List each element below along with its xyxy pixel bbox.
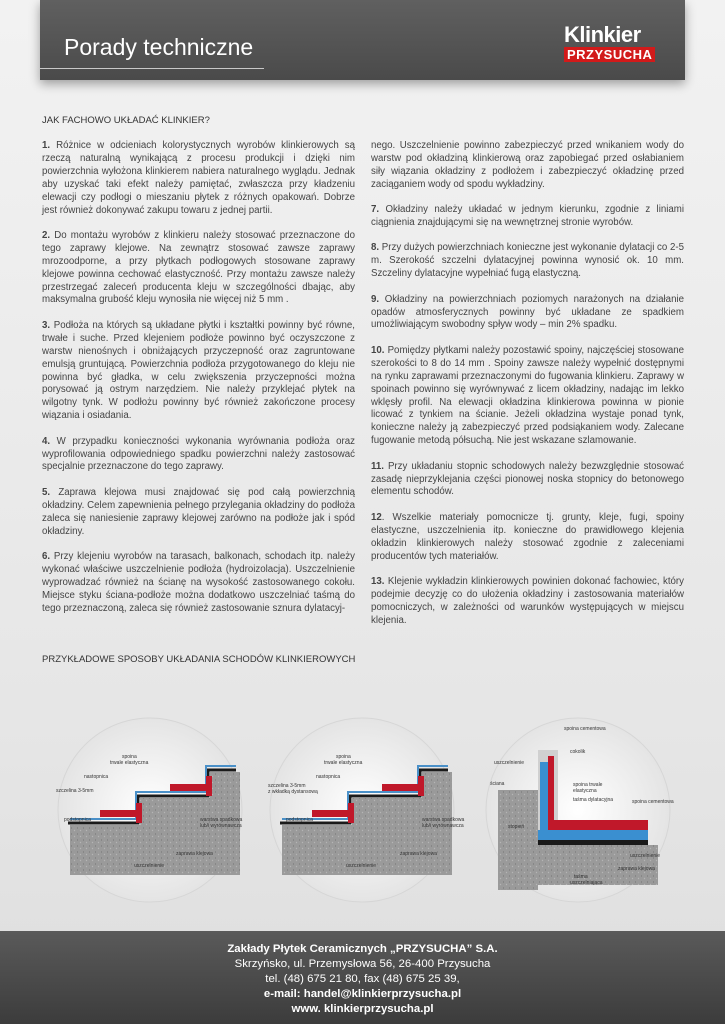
- d3-label-4: spoina trwale: [573, 782, 603, 788]
- d1-label-4: podstopnica: [64, 817, 91, 823]
- paragraph: [42, 436, 355, 475]
- d3-label-11: taśma: [574, 874, 588, 880]
- title-underline: [40, 68, 264, 69]
- d3-label-9: uszczelnienie: [630, 853, 661, 859]
- d2-label-4: z wkładką dystansową: [268, 789, 318, 795]
- d1-label-3: szczelina 3-5mm: [56, 788, 94, 794]
- paragraph: [371, 576, 684, 628]
- logo-text-bottom: PRZYSUCHA: [564, 47, 655, 62]
- paragraph-text: Okładziny należy układać w jednym kierunku, zgodnie z liniami ciągnienia znajdującymi się na wewnętrznej stronie wyrobów.: [371, 204, 684, 229]
- paragraph-number: 12: [371, 511, 382, 523]
- paragraph-number: 7.: [371, 204, 380, 216]
- footer-website[interactable]: www. klinkierprzysucha.pl: [291, 1003, 434, 1015]
- d3-label-0: spoina cementowa: [564, 726, 606, 732]
- d3-label-10: zaprawa klejowa: [618, 866, 655, 872]
- d2-label-9: uszczelnienie: [346, 863, 377, 869]
- paragraph-number: 11.: [371, 460, 384, 472]
- paragraph: [42, 320, 355, 423]
- page-footer: [0, 931, 725, 1024]
- diagram-stairs-1: [56, 718, 242, 902]
- paragraph-number: 6.: [42, 550, 51, 562]
- paragraph-number: 4.: [42, 435, 51, 447]
- paragraph-number: 9.: [371, 293, 380, 305]
- paragraph-number: 10.: [371, 344, 385, 356]
- diagram-stairs-2: [268, 718, 464, 902]
- d3-label-7: spoina cementowa: [632, 799, 674, 805]
- stair-diagrams: [40, 700, 685, 905]
- d3-label-1: cokolik: [570, 749, 586, 755]
- d1-label-2: nastopnica: [84, 774, 109, 780]
- paragraph: [42, 230, 355, 307]
- paragraph-text: Przy dużych powierzchniach konieczne jest wykonanie dylatacji co 2-5 m. Szerokość szczelni dylatacyjnej powinna wynosić ok. 10 mm. Szczeliny dylatacyjne wypełniać fugą elastyczną.: [371, 242, 684, 280]
- footer-company: Zakłady Płytek Ceramicznych „PRZYSUCHA” S.A.: [227, 943, 498, 955]
- paragraph-text: Zaprawa klejowa musi znajdować się pod całą powierzchnią okładziny. Celem zapewnienia pełnego przylegania okładziny do podłoża zaleca się naniesienie zaprawy klejowej zarówno na podłoże jak i spód okładziny.: [42, 486, 355, 537]
- d3-label-3: ściana: [490, 781, 505, 787]
- d2-label-1: trwale elastyczna: [324, 760, 363, 766]
- paragraph-text: W przypadku konieczności wykonania wyrównania podłoża oraz wyprofilowania odpowiedniego spadku powierzchni należy zastosować specjalnie przeznaczone do tego zaprawy.: [42, 435, 355, 473]
- paragraph-text: Pomiędzy płytkami należy pozostawić spoiny, najczęściej stosowane szerokości to 8 do 14 mm . Spoiny zawsze należy wypełnić dostępnymi na rynku zaprawami przeznaczonymi do fugowania klinkieru. Zaprawy w spoinach powinno się wyrównywać z licem okładziny, nadając im lekko wklęsły profil. Na elewacji okładzina klinkierowa powinna w pionie licować z tynkiem na ścianie. Jeżeli okładzina wystaje ponad tynk, konieczne należy ją zabezpieczyć przed podsiąkaniem wody. Zalecane fugowanie metodą półsuchą. Nie jest wskazane szlamowanie.: [371, 344, 684, 447]
- footer-email[interactable]: e-mail: handel@klinkierprzysucha.pl: [263, 988, 462, 1000]
- text-column-left: [42, 140, 355, 628]
- d3-label-12: uszczelniająca: [570, 880, 603, 886]
- d3-label-2: uszczelnienie: [494, 760, 525, 766]
- page-title: Porady techniczne: [64, 34, 254, 60]
- paragraph-text: nego. Uszczelnienie powinno zabezpieczyć przed wnikaniem wody do warstw pod okładziną klinkierową oraz zapobiegać przed osłabianiem siły wiązania okładziny z podłożem i zabezpieczyć okładzinę przed zaciąganiem wody od spodu wykładziny.: [371, 140, 684, 190]
- logo-text-top: Klinkier: [564, 22, 641, 47]
- d1-label-8: uszczelnienie: [134, 863, 165, 869]
- page-header: [40, 0, 685, 80]
- paragraph-text: Różnice w odcieniach kolorystycznych wyrobów klinkierowych są rzeczą naturalną wynikającą z procesu produkcji i dzięki nim powierzchnia wyłożona klinkierem nabiera naturalnego wyglądu. Jednak aby uzyskać taki efekt należy pamiętać, zwłaszcza przy kładzeniu elewacji czy podłogi o mieszaniu płytek z różnych opakowań. Dobrze jest również dokonywać zakupu towaru z jednej partii.: [42, 140, 355, 216]
- brand-logo: [564, 24, 664, 66]
- paragraph-text: Do montażu wyrobów z klinkieru należy stosować przeznaczone do tego zaprawy klejowe. Na zewnątrz stosować zawsze zaprawy mrozoodporne, a przy płytkach podłogowych stosowane zaprawy klejowe powinna cechować elastyczność. Przy montażu zawsze należy przestrzegać zaleceń producenta kleju w szczególności dbając, aby maksymalna grubość kleju wynosiła nie więcej niż 5 mm .: [42, 229, 355, 306]
- d3-label-5: elastyczna: [573, 788, 597, 794]
- d2-label-0: spoina: [336, 754, 351, 760]
- paragraph-text: Przy układaniu stopnic schodowych należy bezwzględnie stosować zasadę nieprzyklejania części pionowej noska stopnicy do betonowego elementu schodów.: [371, 460, 684, 498]
- paragraph-text: Klejenie wykładzin klinkierowych powinien dokonać fachowiec, który podejmie decyzję co do ułożenia okładziny i zastosowania materiałów pomocniczych, w zależności od warunków występujących w miejscu klejenia.: [371, 575, 684, 626]
- paragraph: [371, 140, 684, 192]
- d2-label-6: warstwa spadkowa: [422, 817, 465, 823]
- text-column-right: [371, 140, 684, 640]
- paragraph: [371, 461, 684, 500]
- paragraph: [371, 294, 684, 333]
- section-title-how-to: JAK FACHOWO UKŁADAĆ KLINKIER?: [42, 115, 210, 126]
- paragraph-number: 8.: [371, 242, 380, 254]
- footer-phone: tel. (48) 675 21 80, fax (48) 675 25 39,: [265, 973, 460, 985]
- paragraph: [42, 487, 355, 539]
- paragraph: [371, 345, 684, 448]
- paragraph: [42, 551, 355, 616]
- d3-label-6: taśma dylatacyjna: [573, 797, 614, 803]
- paragraph: [371, 204, 684, 230]
- paragraph-number: 13.: [371, 575, 385, 587]
- d2-label-8: zaprawa klejowa: [400, 851, 437, 857]
- d1-label-1: trwale elastyczna: [110, 760, 149, 766]
- paragraph-number: 2.: [42, 229, 51, 241]
- d1-label-7: zaprawa klejowa: [176, 851, 213, 857]
- d2-label-7: lub/i wyrównawcza: [422, 823, 464, 829]
- diagram-stairs-3: [486, 718, 674, 902]
- paragraph-text: Przy klejeniu wyrobów na tarasach, balkonach, schodach itp. należy wykonać właściwe uszczelnienie podłoża (hydroizolacja). Uszczelnienie wyprowadzać również na ścianę na wysokość zastosowanego cokołu. Miejsce styku ściana-podłoże można dodatkowo uszczelniać taśmą do tego przeznaczoną, zaleca się również zastosowanie sznura dylatacyj-: [42, 550, 355, 614]
- d1-label-6: lub/i wyrównawcza: [200, 823, 242, 829]
- d3-label-8: stopień: [508, 824, 525, 830]
- footer-address: Skrzyńsko, ul. Przemysłowa 56, 26-400 Przysucha: [234, 958, 491, 970]
- paragraph-number: 3.: [42, 319, 51, 331]
- d1-label-0: spoina: [122, 754, 137, 760]
- d2-label-5: podstopnica: [286, 817, 313, 823]
- paragraph-number: 5.: [42, 486, 51, 498]
- paragraph: [42, 140, 355, 217]
- paragraph-text: . Wszelkie materiały pomocnicze tj. grunty, kleje, fugi, spoiny elastyczne, uszczelnienia itp. konieczne do prawidłowego klejenia okładzin klinkierowych należy stosować zgodnie z zaleceniami producentów tych materiałów.: [371, 511, 684, 562]
- d1-label-5: warstwa spadkowa: [200, 817, 243, 823]
- paragraph: [371, 512, 684, 564]
- section-title-stairs: PRZYKŁADOWE SPOSOBY UKŁADANIA SCHODÓW KLINKIEROWYCH: [42, 654, 356, 665]
- paragraph-number: 1.: [42, 140, 51, 151]
- paragraph-text: Podłoża na których są układane płytki i kształtki powinny być równe, trwałe i suche. Przed klejeniem podłoże powinno być oczyszczone z warstw nienośnych i obniżających przyczepność oraz zagruntowane emulsją gruntującą. Powierzchnia podłoża przygotowanego do kleju nie powinna być gładka, w celu zwiększenia przyczepności można porysować ją ostrym narzędziem. Nie należy przyklejać płytek na wilgotny tynk. W podłożu powinny być również zakończone procesy wiązania i osiadania.: [42, 319, 355, 422]
- paragraph: [371, 242, 684, 281]
- stair-diagrams-svg: [40, 700, 685, 905]
- d2-label-3: szczelina 3-5mm: [268, 783, 306, 789]
- paragraph-text: Okładziny na powierzchniach poziomych narażonych na działanie opadów atmosferycznych powinny być układane ze spadkiem umożliwiającym swobodny spływ wody – min 2% spadku.: [371, 293, 684, 331]
- d2-label-2: nastopnica: [316, 774, 341, 780]
